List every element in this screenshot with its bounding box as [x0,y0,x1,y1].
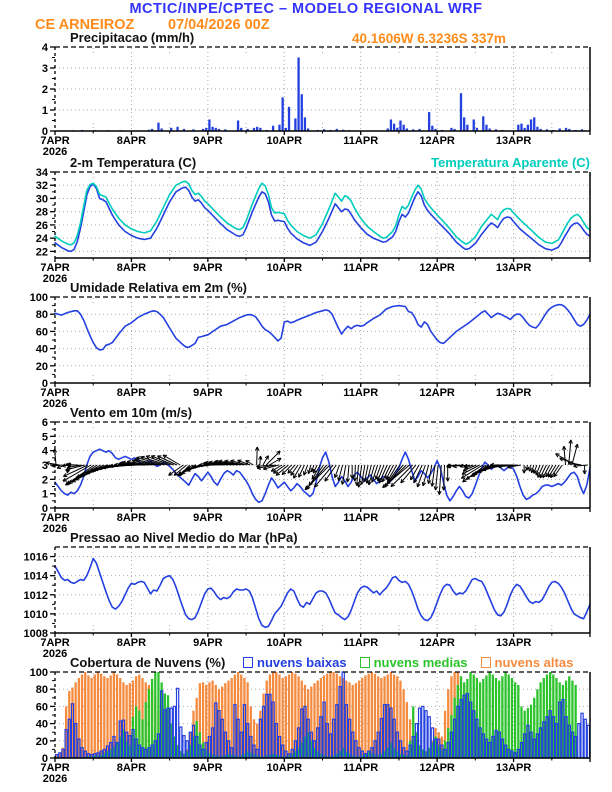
panel-title-apparent-temperature: Temperatura Aparente (C) [431,155,590,170]
svg-text:20: 20 [35,360,48,373]
station-label: CE ARNEIROZ [35,17,135,33]
legend-item-nuvens-altas [481,655,574,670]
svg-text:8APR: 8APR [116,762,147,774]
svg-text:12APR: 12APR [419,762,455,774]
svg-text:11APR: 11APR [343,637,379,649]
svg-text:26: 26 [35,219,48,232]
legend-swatch-nuvens-baixas [243,657,253,668]
svg-text:20: 20 [35,735,48,748]
svg-text:3: 3 [41,460,48,472]
svg-text:11APR: 11APR [343,135,379,147]
svg-text:10APR: 10APR [266,637,303,649]
svg-text:6: 6 [41,417,48,429]
svg-text:9APR: 9APR [193,762,223,774]
svg-text:30: 30 [35,193,48,206]
svg-text:5: 5 [41,431,48,444]
svg-text:12APR: 12APR [419,387,455,399]
panel-title-temperature: 2-m Temperatura (C) [70,155,197,170]
svg-text:13APR: 13APR [495,262,532,274]
svg-text:10APR: 10APR [266,762,303,774]
svg-text:2026: 2026 [42,146,68,158]
svg-text:9APR: 9APR [193,387,223,399]
svg-text:2026: 2026 [42,773,68,785]
svg-text:7APR: 7APR [40,637,70,649]
svg-text:40: 40 [35,718,48,731]
svg-text:10APR: 10APR [266,262,303,274]
svg-text:22: 22 [35,246,48,259]
svg-text:2: 2 [41,84,48,96]
svg-text:13APR: 13APR [495,387,532,399]
svg-text:1: 1 [41,488,48,501]
svg-text:11APR: 11APR [343,512,379,524]
svg-text:0: 0 [41,753,48,765]
svg-text:60: 60 [35,701,48,714]
legend-item-nuvens-baixas [243,655,347,670]
cloud-legend [243,655,573,670]
station-coordinates: 40.1606W 6.3236S 337m [352,31,506,46]
panel-title-pressure: Pressao ao Nivel Medio do Mar (hPa) [70,530,298,545]
svg-text:12APR: 12APR [419,135,455,147]
legend-label-nuvens-medias: nuvens medias [373,655,468,670]
panel-title-precipitation: Precipitacao (mm/h) [70,30,195,45]
svg-text:7APR: 7APR [40,387,70,399]
svg-text:1010: 1010 [23,608,48,621]
svg-text:2026: 2026 [42,523,68,535]
svg-text:7APR: 7APR [40,262,70,274]
legend-item-nuvens-medias [360,655,468,670]
svg-text:0: 0 [41,126,48,138]
svg-text:2026: 2026 [42,648,68,660]
panel-title-humidity: Umidade Relativa em 2m (%) [70,280,248,295]
svg-text:9APR: 9APR [193,512,223,524]
svg-text:1008: 1008 [23,628,48,640]
svg-text:11APR: 11APR [343,762,379,774]
svg-text:80: 80 [35,309,48,322]
svg-text:3: 3 [41,63,48,75]
legend-swatch-nuvens-medias [360,657,370,668]
svg-text:7APR: 7APR [40,762,70,774]
svg-text:2: 2 [41,474,48,487]
svg-text:10APR: 10APR [266,387,303,399]
svg-text:60: 60 [35,326,48,339]
svg-text:1012: 1012 [23,589,48,602]
svg-text:40: 40 [35,343,48,356]
svg-text:28: 28 [35,206,48,219]
svg-text:10APR: 10APR [266,135,303,147]
svg-text:12APR: 12APR [419,512,455,524]
svg-text:8APR: 8APR [116,637,147,649]
panel-title-clouds: Cobertura de Nuvens (%) [70,655,226,670]
svg-text:13APR: 13APR [495,512,532,524]
svg-text:8APR: 8APR [116,262,147,274]
legend-swatch-nuvens-altas [481,657,491,668]
svg-text:32: 32 [35,180,48,193]
legend-label-nuvens-baixas: nuvens baixas [257,655,347,670]
panel-title-wind: Vento em 10m (m/s) [70,405,193,420]
svg-text:13APR: 13APR [495,762,532,774]
svg-text:12APR: 12APR [419,262,455,274]
svg-text:4: 4 [41,445,48,458]
svg-text:12APR: 12APR [419,637,455,649]
svg-text:11APR: 11APR [343,262,379,274]
svg-text:9APR: 9APR [193,262,223,274]
svg-text:24: 24 [35,233,48,246]
page-title: MCTIC/INPE/CPTEC – MODELO REGIONAL WRF [129,1,483,17]
svg-text:100: 100 [29,292,48,304]
svg-text:13APR: 13APR [495,637,532,649]
svg-text:2026: 2026 [42,398,68,410]
svg-text:34: 34 [35,167,48,179]
svg-text:8APR: 8APR [116,135,147,147]
svg-text:8APR: 8APR [116,512,147,524]
run-datetime: 07/04/2026 00Z [168,17,270,33]
svg-text:9APR: 9APR [193,135,223,147]
svg-text:1: 1 [41,105,48,117]
svg-text:2026: 2026 [42,273,68,285]
legend-label-nuvens-altas: nuvens altas [494,655,574,670]
svg-text:7APR: 7APR [40,135,70,147]
svg-text:13APR: 13APR [495,135,532,147]
svg-text:10APR: 10APR [266,512,303,524]
svg-text:9APR: 9APR [193,637,223,649]
svg-text:4: 4 [41,42,48,54]
svg-text:1014: 1014 [23,570,48,583]
svg-text:80: 80 [35,684,48,697]
svg-text:0: 0 [41,378,48,390]
svg-text:100: 100 [29,667,48,679]
svg-text:0: 0 [41,503,48,515]
svg-text:1016: 1016 [23,551,48,564]
svg-text:8APR: 8APR [116,387,147,399]
svg-text:7APR: 7APR [40,512,70,524]
svg-text:11APR: 11APR [343,387,379,399]
